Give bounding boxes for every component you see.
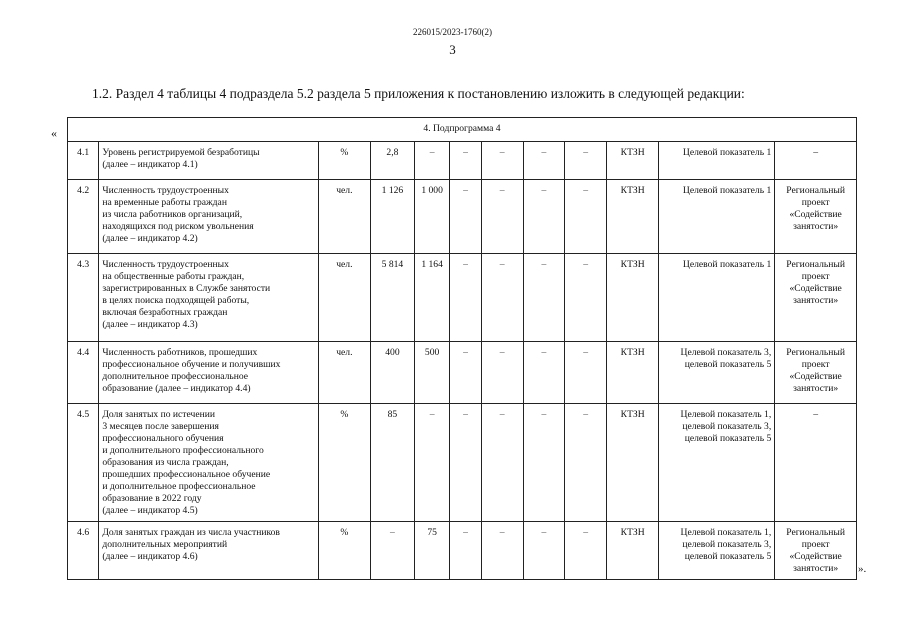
regional-project-line: Региональный bbox=[786, 185, 845, 196]
value-cell: – bbox=[450, 522, 481, 580]
regional-project-line: занятости» bbox=[793, 221, 839, 232]
value-cell: – bbox=[523, 254, 565, 342]
row-number: 4.3 bbox=[68, 254, 99, 342]
indicator-name-line: Доля занятых по истечении bbox=[102, 409, 216, 420]
value-cell: 1 000 bbox=[414, 180, 450, 254]
regional-project-line: проект bbox=[801, 197, 830, 208]
indicator-name-line: в целях поиска подходящей работы, bbox=[102, 295, 250, 306]
target-indicator bbox=[659, 254, 775, 342]
indicator-name bbox=[99, 522, 318, 580]
row-number: 4.5 bbox=[68, 404, 99, 522]
target-indicator bbox=[659, 180, 775, 254]
table-row bbox=[68, 522, 857, 580]
value-cell: – bbox=[565, 404, 607, 522]
indicator-name-line: дополнительное профессиональное bbox=[102, 371, 249, 382]
regional-project-line: Региональный bbox=[786, 259, 845, 270]
indicator-name bbox=[99, 180, 318, 254]
regional-project-line: проект bbox=[801, 539, 830, 550]
target-indicator-line: целевой показатель 3, bbox=[682, 539, 772, 550]
row-number: 4.1 bbox=[68, 142, 99, 180]
value-cell: – bbox=[481, 404, 523, 522]
regional-project-line: «Содействие bbox=[789, 551, 842, 562]
value-cell: 500 bbox=[414, 342, 450, 404]
indicators-table bbox=[67, 117, 857, 580]
indicator-name-line: Численность трудоустроенных bbox=[102, 259, 229, 270]
target-indicator-line: целевой показатель 3, bbox=[682, 421, 772, 432]
section-header-row bbox=[68, 118, 857, 142]
target-indicator-line: целевой показатель 5 bbox=[684, 433, 772, 444]
value-cell: – bbox=[523, 342, 565, 404]
indicator-name bbox=[99, 404, 318, 522]
value-cell: – bbox=[450, 254, 481, 342]
indicator-name-line: и дополнительное профессиональное bbox=[102, 481, 256, 492]
table-body bbox=[68, 118, 857, 580]
value-cell: 400 bbox=[370, 342, 414, 404]
value-cell: – bbox=[450, 342, 481, 404]
indicator-name-line: включая безработных граждан bbox=[102, 307, 228, 318]
value-cell: – bbox=[450, 180, 481, 254]
unit-cell: чел. bbox=[318, 342, 370, 404]
value-cell: 75 bbox=[414, 522, 450, 580]
value-cell: – bbox=[565, 254, 607, 342]
value-cell: – bbox=[523, 180, 565, 254]
responsible-cell: КТЗН bbox=[607, 404, 659, 522]
regional-project-line: Региональный bbox=[786, 527, 845, 538]
indicator-name-line: Численность трудоустроенных bbox=[102, 185, 229, 196]
indicator-name-line: прошедших профессиональное обучение bbox=[102, 469, 271, 480]
row-number: 4.2 bbox=[68, 180, 99, 254]
unit-cell: % bbox=[318, 522, 370, 580]
regional-project-line: занятости» bbox=[793, 563, 839, 574]
page-number: 3 bbox=[449, 42, 456, 57]
value-cell: – bbox=[481, 180, 523, 254]
indicator-name-line: образование (далее – индикатор 4.4) bbox=[102, 383, 251, 394]
indicator-name-line: Доля занятых граждан из числа участников bbox=[102, 527, 280, 538]
target-indicator-line: Целевой показатель 1 bbox=[682, 185, 772, 196]
target-indicator bbox=[659, 522, 775, 580]
indicator-name-line: дополнительных мероприятий bbox=[102, 539, 228, 550]
indicator-name-line: (далее – индикатор 4.6) bbox=[102, 551, 198, 562]
value-cell: – bbox=[481, 142, 523, 180]
value-cell: 1 126 bbox=[370, 180, 414, 254]
value-cell: – bbox=[481, 522, 523, 580]
opening-quote: « bbox=[51, 126, 57, 140]
document-id: 226015/2023-1760(2) bbox=[413, 27, 492, 37]
target-indicator-line: Целевой показатель 1 bbox=[682, 259, 772, 270]
value-cell: – bbox=[565, 342, 607, 404]
regional-project bbox=[775, 342, 857, 404]
value-cell: – bbox=[565, 142, 607, 180]
indicator-name bbox=[99, 254, 318, 342]
regional-project-line: – bbox=[813, 147, 819, 158]
value-cell: – bbox=[523, 522, 565, 580]
target-indicator bbox=[659, 142, 775, 180]
regional-project-line: проект bbox=[801, 359, 830, 370]
responsible-cell: КТЗН bbox=[607, 254, 659, 342]
section-title: 4. Подпрограмма 4 bbox=[68, 118, 857, 142]
regional-project-line: Региональный bbox=[786, 347, 845, 358]
target-indicator-line: Целевой показатель 1 bbox=[682, 147, 772, 158]
indicator-name-line: (далее – индикатор 4.1) bbox=[102, 159, 198, 170]
target-indicator bbox=[659, 342, 775, 404]
value-cell: – bbox=[523, 404, 565, 522]
indicator-name-line: зарегистрированных в Службе занятости bbox=[102, 283, 271, 294]
indicator-name-line: образования из числа граждан, bbox=[102, 457, 229, 468]
table-row bbox=[68, 254, 857, 342]
table-row bbox=[68, 404, 857, 522]
target-indicator-line: Целевой показатель 1, bbox=[680, 409, 772, 420]
target-indicator-line: целевой показатель 5 bbox=[684, 359, 772, 370]
regional-project bbox=[775, 142, 857, 180]
regional-project-line: «Содействие bbox=[789, 371, 842, 382]
row-number: 4.4 bbox=[68, 342, 99, 404]
responsible-cell: КТЗН bbox=[607, 142, 659, 180]
indicator-name-line: находящихся под риском увольнения bbox=[102, 221, 254, 232]
target-indicator-line: целевой показатель 5 bbox=[684, 551, 772, 562]
indicator-name-line: (далее – индикатор 4.3) bbox=[102, 319, 198, 330]
regional-project-line: занятости» bbox=[793, 295, 839, 306]
regional-project bbox=[775, 404, 857, 522]
table-row bbox=[68, 142, 857, 180]
value-cell: – bbox=[414, 404, 450, 522]
row-number: 4.6 bbox=[68, 522, 99, 580]
value-cell: 85 bbox=[370, 404, 414, 522]
regional-project-line: «Содействие bbox=[789, 209, 842, 220]
table-row bbox=[68, 342, 857, 404]
value-cell: – bbox=[565, 522, 607, 580]
target-indicator-line: Целевой показатель 1, bbox=[680, 527, 772, 538]
indicator-name-line: 3 месяцев после завершения bbox=[102, 421, 219, 432]
responsible-cell: КТЗН bbox=[607, 522, 659, 580]
value-cell: – bbox=[450, 142, 481, 180]
indicator-name-line: на временные работы граждан bbox=[102, 197, 227, 208]
value-cell: – bbox=[450, 404, 481, 522]
indicator-name-line: Уровень регистрируемой безработицы bbox=[102, 147, 260, 158]
regional-project bbox=[775, 254, 857, 342]
indicator-name-line: на общественные работы граждан, bbox=[102, 271, 245, 282]
indicator-name-line: (далее – индикатор 4.2) bbox=[102, 233, 198, 244]
value-cell: – bbox=[481, 342, 523, 404]
value-cell: 1 164 bbox=[414, 254, 450, 342]
indicator-name-line: профессионального обучения bbox=[102, 433, 224, 444]
indicator-name-line: Численность работников, прошедших bbox=[102, 347, 258, 358]
value-cell: – bbox=[565, 180, 607, 254]
table-row bbox=[68, 180, 857, 254]
responsible-cell: КТЗН bbox=[607, 180, 659, 254]
unit-cell: чел. bbox=[318, 254, 370, 342]
closing-quote: ». bbox=[858, 563, 867, 575]
indicator-name-line: и дополнительного профессионального bbox=[102, 445, 264, 456]
indicator-name-line: из числа работников организаций, bbox=[102, 209, 243, 220]
indicator-name-line: профессиональное обучение и получивших bbox=[102, 359, 281, 370]
regional-project bbox=[775, 522, 857, 580]
regional-project-line: занятости» bbox=[793, 383, 839, 394]
target-indicator bbox=[659, 404, 775, 522]
unit-cell: чел. bbox=[318, 180, 370, 254]
indicator-name-line: образование в 2022 году bbox=[102, 493, 202, 504]
unit-cell: % bbox=[318, 404, 370, 522]
value-cell: – bbox=[414, 142, 450, 180]
regional-project bbox=[775, 180, 857, 254]
indicator-name-line: (далее – индикатор 4.5) bbox=[102, 505, 198, 516]
unit-cell: % bbox=[318, 142, 370, 180]
regional-project-line: «Содействие bbox=[789, 283, 842, 294]
intro-paragraph: 1.2. Раздел 4 таблицы 4 подраздела 5.2 раздела 5 приложения к постановлению изложить в следующей редакции: bbox=[92, 86, 745, 101]
value-cell: 2,8 bbox=[370, 142, 414, 180]
regional-project-line: – bbox=[813, 409, 819, 420]
value-cell: – bbox=[370, 522, 414, 580]
responsible-cell: КТЗН bbox=[607, 342, 659, 404]
value-cell: 5 814 bbox=[370, 254, 414, 342]
value-cell: – bbox=[523, 142, 565, 180]
indicator-name bbox=[99, 142, 318, 180]
regional-project-line: проект bbox=[801, 271, 830, 282]
value-cell: – bbox=[481, 254, 523, 342]
target-indicator-line: Целевой показатель 3, bbox=[680, 347, 772, 358]
indicator-name bbox=[99, 342, 318, 404]
